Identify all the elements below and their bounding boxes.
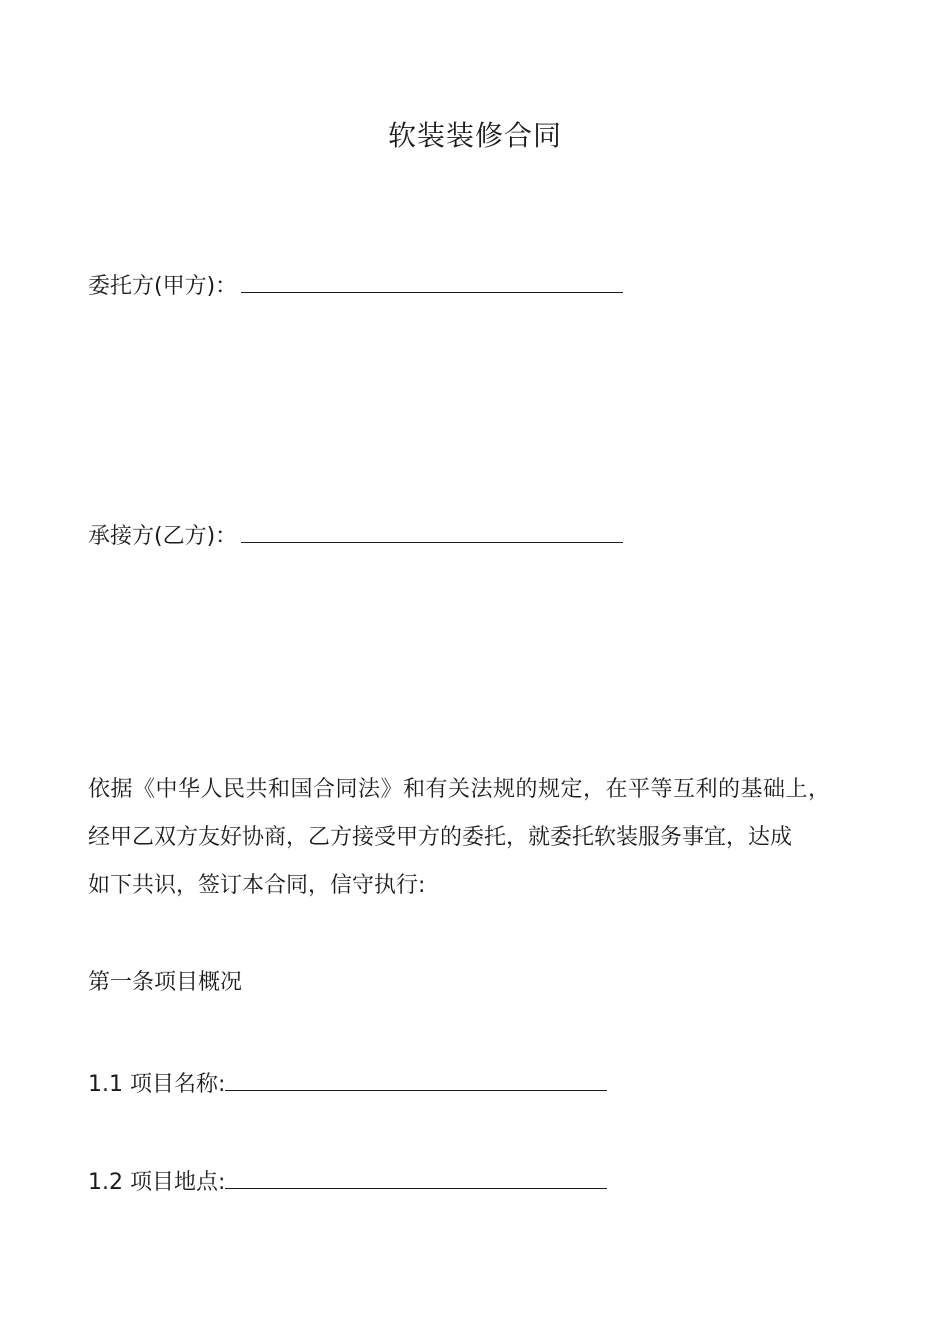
item-1-2-blank (225, 1166, 607, 1189)
item-1-2-label: 1.2 项目地点: (88, 1170, 226, 1195)
intro-line: 依据《中华人民共和国合同法》和有关法规的规定，在平等互利的基础上， (88, 777, 831, 802)
article-1-heading: 第一条项目概况 (88, 970, 243, 995)
intro-line: 如下共识，签订本合同，信守执行: (88, 873, 426, 898)
party-a-label: 委托方(甲方)： (88, 274, 238, 299)
intro-line: 经甲乙双方友好协商，乙方接受甲方的委托，就委托软装服务事宜，达成 (88, 825, 793, 850)
party-b-line (88, 520, 623, 552)
item-1-1-line (88, 1068, 607, 1100)
item-1-1-label: 1.1 项目名称: (88, 1072, 226, 1097)
party-b-label: 承接方(乙方)： (88, 524, 238, 549)
party-b-blank (241, 520, 623, 543)
item-1-1-blank (225, 1068, 607, 1091)
intro-paragraph (88, 766, 888, 910)
item-1-2-line (88, 1166, 607, 1198)
party-a-line (88, 270, 623, 302)
party-a-blank (241, 270, 623, 293)
document-title: 软装装修合同 (387, 119, 562, 152)
